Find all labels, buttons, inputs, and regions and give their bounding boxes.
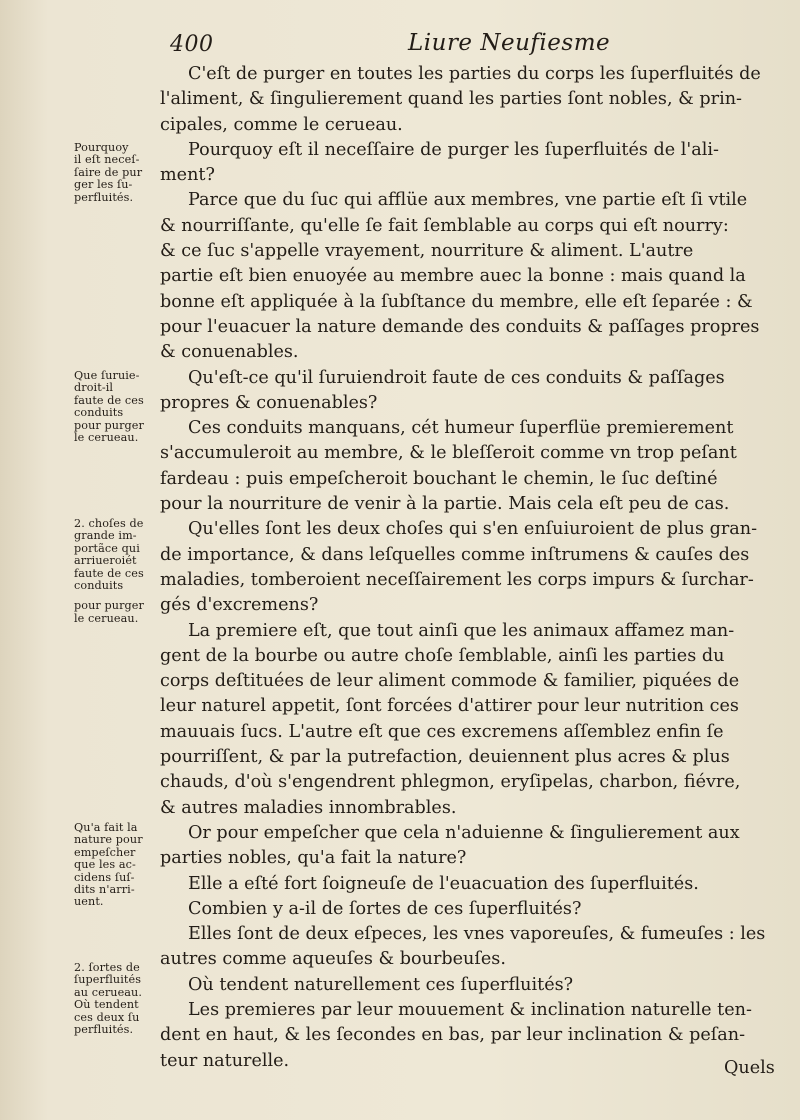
page-number: 400 [170, 32, 214, 57]
text-line: Qu'eſt-ce qu'il ſuruiendroit faute de ces conduits & paſſages [188, 367, 725, 388]
text-line: bonne eſt appliquée à la ſubſtance du membre, elle eſt ſeparée : & [160, 291, 753, 312]
text-line: La premiere eſt, que tout ainſi que les animaux affamez man- [188, 620, 735, 641]
margin-note-line: 2. ſortes de [74, 962, 140, 974]
margin-note [74, 962, 160, 1036]
catchword: Quels [724, 1058, 775, 1078]
margin-notes [74, 0, 160, 1120]
text-line: gés d'excremens? [160, 595, 319, 616]
text-line: & ce ſuc s'appelle vrayement, nourriture & aliment. L'autre [160, 241, 694, 262]
text-line: mauuais ſucs. L'autre eſt que ces excremens aſſemblez enfin ſe [160, 721, 724, 742]
margin-note [74, 822, 160, 909]
margin-note-line: dits n'arri- [74, 883, 135, 896]
text-line: propres & conuenables? [160, 392, 378, 413]
margin-note-line: empeſcher [74, 846, 136, 859]
text-line: ment? [160, 165, 215, 186]
margin-note-line: cidens ſuſ- [74, 871, 135, 884]
margin-note [74, 370, 160, 444]
text-line: partie eſt bien enuoyée au membre auec la bonne : mais quand la [160, 266, 746, 287]
margin-note-line: grande im- [74, 530, 137, 543]
text-line: Qu'elles ſont les deux choſes qui s'en enſuiuroient de plus gran- [188, 519, 758, 540]
margin-note-line: faute de ces [74, 567, 144, 580]
text-line: C'eſt de purger en toutes les parties du corps les ſuperfluités de [188, 64, 761, 84]
margin-note-line: Que ſuruie- [74, 370, 140, 382]
text-line: & conuenables. [160, 342, 299, 363]
margin-note-line: uent. [74, 896, 104, 909]
text-line: Elles ſont de deux eſpeces, les vnes vaporeuſes, & fumeuſes : les [188, 924, 766, 945]
body-text [160, 62, 780, 1074]
text-line: cipales, comme le cerueau. [160, 114, 403, 135]
margin-note-line: Qu'a fait la [74, 822, 138, 834]
margin-note-line: ces deux ſu [74, 1011, 140, 1024]
margin-note-line: Où tendent [74, 999, 139, 1012]
text-line: l'aliment, & ſingulierement quand les parties ſont nobles, & prin- [160, 89, 742, 110]
margin-note-line: droit-il [74, 382, 114, 395]
page-header [160, 28, 770, 62]
text-line: corps deſtituées de leur aliment commode & familier, piquées de [160, 671, 740, 692]
text-line: parties nobles, qu'a fait la nature? [160, 848, 467, 869]
text-line: teur naturelle. [160, 1050, 290, 1071]
margin-note-line: faute de ces [74, 394, 144, 407]
text-line: de importance, & dans leſquelles comme inſtrumens & cauſes des [160, 544, 750, 565]
text-line: Combien y a-il de ſortes de ces ſuperfluités? [188, 898, 582, 919]
text-line: fardeau : puis empeſcheroit bouchant le chemin, le ſuc deſtiné [160, 468, 718, 489]
margin-note-line: perfluités. [74, 1023, 134, 1036]
text-line: leur naturel appetit, ſont forcées d'attirer pour leur nutrition ces [160, 696, 739, 717]
text-line: Pourquoy eſt il neceſſaire de purger les ſuperfluités de l'ali- [188, 139, 719, 160]
margin-note-line: pour purger [74, 600, 144, 613]
text-line: Or pour empeſcher que cela n'aduienne & ſingulierement aux [188, 822, 740, 843]
margin-note-line: arriueroiét [74, 555, 137, 568]
text-line: pourriſſent, & par la putrefaction, deuiennent plus acres & plus [160, 747, 730, 768]
text-line: s'accumuleroit au membre, & le bleſſeroit comme vn trop peſant [160, 443, 737, 464]
text-line: Parce que du ſuc qui afflüe aux membres, vne partie eſt ſi vtile [188, 190, 748, 211]
margin-note-line: perfluités. [74, 191, 134, 204]
running-title: Liure Neufiesme [408, 30, 611, 56]
margin-note-line: pour purger [74, 419, 144, 432]
text-line: gent de la bourbe ou autre choſe ſemblable, ainſi les parties du [160, 645, 725, 666]
margin-note-line: ſaire de pur [74, 166, 143, 179]
margin-note-line: il eſt neceſ- [74, 154, 140, 167]
text-line: & nourriſſante, qu'elle ſe fait ſemblable au corps qui eſt nourry: [160, 215, 729, 236]
text-line: & autres maladies innombrables. [160, 797, 457, 818]
margin-note-line: Pourquoy [74, 142, 129, 154]
margin-note-line: ger les ſu- [74, 179, 133, 192]
text-line: Ces conduits manquans, cét humeur ſuperflüe premierement [188, 418, 734, 439]
margin-note-line: au cerueau. [74, 986, 143, 999]
margin-note-line: nature pour [74, 834, 143, 847]
margin-note [74, 518, 160, 625]
margin-note-line: 2. choſes de [74, 518, 144, 530]
margin-note-line: conduits [74, 579, 124, 592]
text-line: pour l'euacuer la nature demande des conduits & paſſages propres [160, 316, 760, 337]
text-line: maladies, tomberoient neceſſairement les corps impurs & ſurchar- [160, 569, 754, 590]
text-line: dent en haut, & les ſecondes en bas, par leur inclination & peſan- [160, 1025, 746, 1046]
text-line: pour la nourriture de venir à la partie. Mais cela eſt peu de cas. [160, 494, 730, 515]
margin-note-line: ſuperfluités [74, 974, 142, 987]
margin-note [74, 142, 160, 204]
margin-note-line: que les ac- [74, 859, 136, 872]
margin-note-line: le cerueau. [74, 612, 139, 625]
text-line: Où tendent naturellement ces ſuperfluités? [188, 974, 574, 995]
text-line: Elle a eſté fort ſoigneuſe de l'euacuation des ſuperfluités. [188, 873, 699, 894]
margin-note-line: conduits [74, 407, 124, 420]
text-line: Les premieres par leur mouuement & inclination naturelle ten- [188, 999, 752, 1020]
text-line: autres comme aqueuſes & bourbeuſes. [160, 949, 506, 970]
margin-note-line: portãce qui [74, 542, 140, 555]
margin-note-line: le cerueau. [74, 431, 139, 444]
text-line: chauds, d'où s'engendrent phlegmon, eryſipelas, charbon, fiévre, [160, 772, 741, 793]
